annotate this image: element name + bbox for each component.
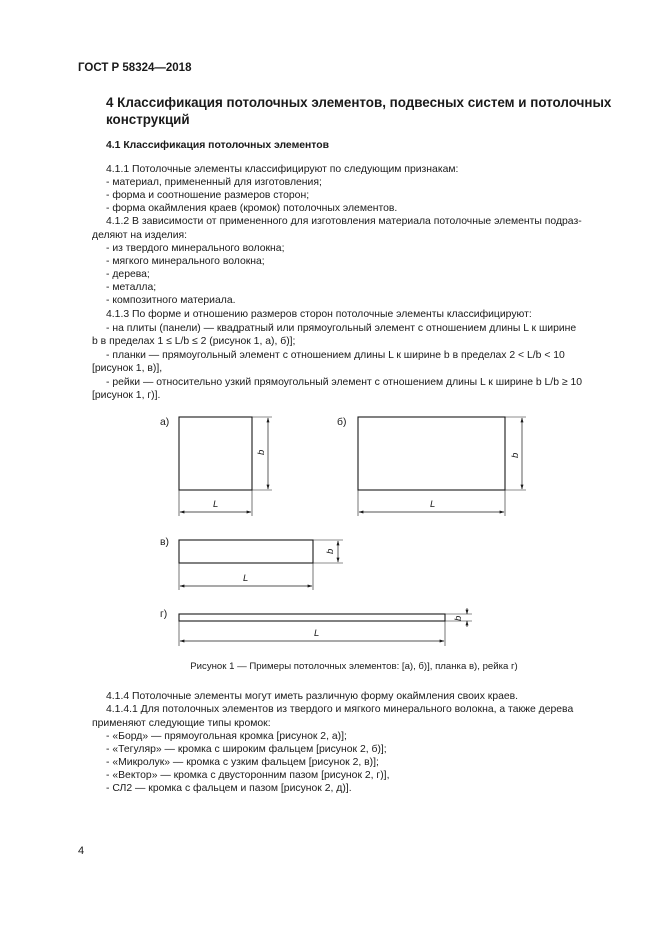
list-item: - «Вектор» — кромка с двусторонним пазом [рисунок 2, г)], <box>106 770 390 781</box>
list-item: - металла; <box>106 282 157 293</box>
paragraph-4-1-1: 4.1.1 Потолочные элементы классифицируют по следующим признакам: <box>106 164 459 175</box>
list-item: - дерева; <box>106 269 150 280</box>
paragraph-4-1-4-1-cont: применяют следующие типы кромок: <box>92 718 271 729</box>
dim-label-l: L <box>243 573 249 584</box>
list-item: - из твердого минерального волокна; <box>106 243 285 254</box>
list-item-plates-cont: b в пределах 1 ≤ L/b ≤ 2 (рисунок 1, а), б)]; <box>92 336 296 347</box>
dim-label-l: L <box>213 499 219 510</box>
element-rectangle <box>358 417 505 490</box>
figure-label-v: в) <box>160 537 169 548</box>
dim-label-l: L <box>314 628 320 639</box>
list-item: - форма и соотношение размеров сторон; <box>106 190 310 201</box>
dim-label-b: b <box>510 452 521 458</box>
list-item: - композитного материала. <box>106 295 236 306</box>
figure-1-caption: Рисунок 1 — Примеры потолочных элементов: [а), б)], планка в), рейка г) <box>190 661 518 672</box>
paragraph-4-1-4-1: 4.1.4.1 Для потолочных элементов из твердого и мягкого минерального волокна, а также дерева <box>106 704 574 715</box>
dim-label-l: L <box>430 499 436 510</box>
dim-label-b: b <box>453 615 464 621</box>
list-item: - «Борд» — прямоугольная кромка [рисунок 2, а)]; <box>106 731 347 742</box>
paragraph-4-1-3: 4.1.3 По форме и отношению размеров сторон потолочные элементы классифицируют: <box>106 309 532 320</box>
subsection-title: 4.1 Классификация потолочных элементов <box>106 140 329 151</box>
list-item: - «Тегуляр» — кромка с широким фальцем [рисунок 2, б)]; <box>106 744 387 755</box>
dim-label-b: b <box>325 548 336 554</box>
paragraph-4-1-2-cont: деляют на изделия: <box>92 230 188 241</box>
paragraph-4-1-4: 4.1.4 Потолочные элементы могут иметь различную форму окаймления своих краев. <box>106 691 519 702</box>
list-item-plates: - на плиты (панели) — квадратный или прямоугольный элемент с отношением длины L к ширине <box>106 323 577 334</box>
standard-header: ГОСТ Р 58324—2018 <box>78 62 192 74</box>
figure-label-g: г) <box>160 609 168 620</box>
list-item: - форма окаймления краев (кромок) потолочных элементов. <box>106 203 398 214</box>
list-item: - мягкого минерального волокна; <box>106 256 265 267</box>
page-number: 4 <box>78 845 85 857</box>
list-item: - материал, примененный для изготовления; <box>106 177 322 188</box>
element-rail <box>179 614 445 621</box>
list-item-planks: - планки — прямоугольный элемент с отношением длины L к ширине b в пределах 2 < L/b < 10 <box>106 350 565 361</box>
list-item-planks-cont: [рисунок 1, в)], <box>92 363 163 374</box>
figure-label-b: б) <box>337 417 347 428</box>
list-item: - «Микролук» — кромка с узким фальцем [рисунок 2, в)]; <box>106 757 379 768</box>
element-square <box>179 417 252 490</box>
dim-label-b: b <box>256 449 267 455</box>
list-item-rails-cont: [рисунок 1, г)]. <box>92 390 161 401</box>
list-item-rails: - рейки — относительно узкий прямоугольный элемент с отношением длины L к ширине b L/b ≥ 10 <box>106 377 583 388</box>
figure-label-a: а) <box>160 417 170 428</box>
element-plank <box>179 540 313 563</box>
paragraph-4-1-2: 4.1.2 В зависимости от примененного для изготовления материала потолочные элементы подраз- <box>106 216 582 227</box>
list-item: - СЛ2 — кромка с фальцем и пазом [рисунок 2, д)]. <box>106 783 352 794</box>
section-title: 4 Классификация потолочных элементов, подвесных систем и потолочных конструкций <box>106 95 612 127</box>
